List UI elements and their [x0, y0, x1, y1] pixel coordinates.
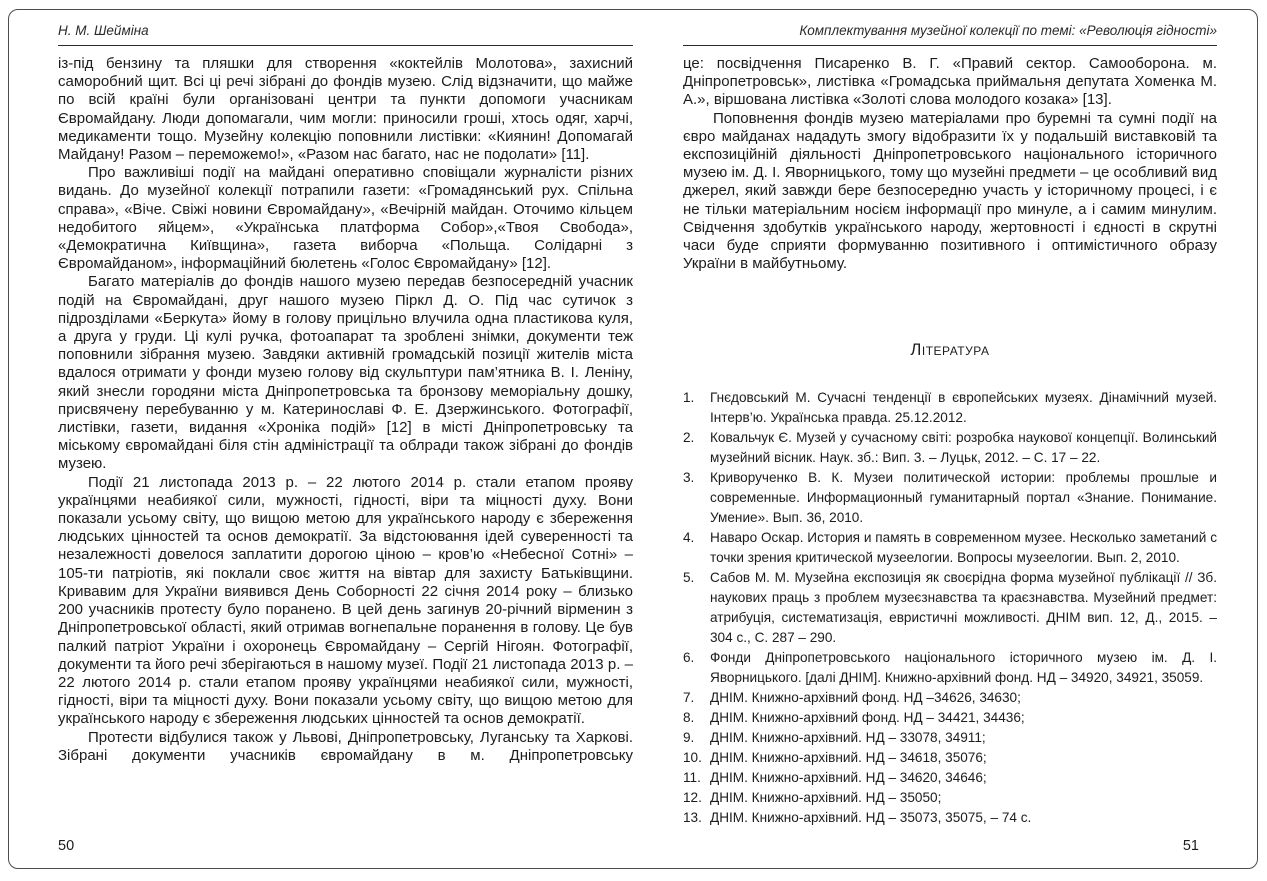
reference-text: Гнєдовський М. Сучасні тенденції в європейських музеях. Дінамічний музей. Інтерв’ю. Українська правда. 25.12.2012.	[710, 390, 1217, 426]
reference-number: 6.	[683, 650, 695, 666]
paragraph: це: посвідчення Писаренко В. Г. «Правий сектор. Самооборона. м. Дніпропетровськ», листівка «Громадська приймальня депутата Хоменка М. А.», віршована листівка «Золоті слова молодого козака» [13].	[683, 55, 1217, 109]
reference-number: 9.	[683, 730, 695, 746]
reference-text: ДНІМ. Книжно-архівний. НД – 33078, 34911;	[710, 730, 986, 746]
paragraph: Поповнення фондів музею матеріалами про буремні та сумні події на євро майданах нададуть змогу відобразити їх у подальшій виставковій та експозиційній діяльності Дніпропетровського національного історичного музею ім. Д. І. Яворницького, тому що музейні предмети – це особливий вид джерел, який завжди бере безпосередню участь у історичному процесі, і є не тільки матеріальним носієм інформації про минуле, а і самим минулим. Свідчення здобутків українського народу, жертовності і єдності в скрутні часи буде сприяти формуванню позитивного і оптимістичного образу України в майбутньому.	[683, 109, 1217, 273]
reference-text: ДНІМ. Книжно-архівний. НД – 35050;	[710, 790, 942, 806]
reference-number: 10.	[683, 750, 702, 766]
references-list	[683, 388, 1217, 828]
reference-item	[683, 528, 1217, 568]
reference-text: ДНІМ. Книжно-архівний. НД – 34620, 34646;	[710, 770, 987, 786]
reference-item	[683, 428, 1217, 468]
running-header-author: Н. М. Шейміна	[58, 23, 633, 46]
reference-text: ДНІМ. Книжно-архівний фонд. НД –34626, 34630;	[710, 690, 1021, 706]
left-page-body	[58, 55, 633, 765]
literature-heading: Література	[910, 341, 990, 360]
reference-number: 2.	[683, 430, 695, 446]
reference-text: ДНІМ. Книжно-архівний. НД – 35073, 35075, – 74 с.	[710, 810, 1032, 826]
reference-item	[683, 748, 1217, 768]
page-number-right: 51	[1182, 838, 1199, 854]
reference-item	[683, 568, 1217, 648]
reference-number: 3.	[683, 470, 695, 486]
reference-number: 11.	[683, 770, 701, 786]
page-number-left: 50	[58, 838, 75, 854]
paragraph: Події 21 листопада 2013 р. – 22 лютого 2014 р. стали етапом прояву українцями неабиякої сили, мужності, гідності, віри та міцності духу. Вони показали усьому світу, що вищою метою для українського народу є збереження людських цінностей та основ демократії. За відстоювання ідей суверенності та незалежності довелося заплатити дорогою ціною – кров’ю «Небесної Сотні» – 105-ти патріотів, які поклали своє життя на вівтар для захисту Батьківщини. Кривавим для України виявився День Соборності 22 січня 2014 року – близько 200 учасників протесту було поранено. В цей день загинув 20-річний вірменин з Дніпропетровської області, який отримав вогнепальне поранення в голову. Це був палкий патріот України і охоронець Євромайдану – Сергій Нігоян. Фотографії, документи та його речі зберігаються в нашому музеї. Події 21 листопада 2013 р. – 22 лютого 2014 р. стали етапом прояву українцями неабиякої сили, мужності, гідності, віри та міцності духу. Вони показали усьому світу, що вищою метою для українського народу є збереження людських цінностей та основ демократії.	[58, 473, 633, 728]
reference-number: 1.	[683, 390, 695, 406]
page-51	[683, 23, 1217, 868]
reference-text: ДНІМ. Книжно-архівний. НД – 34618, 35076;	[710, 750, 987, 766]
reference-text: Ковальчук Є. Музей у сучасному світі: розробка наукової концепції. Волинський музейний вісник. Наук. зб.: Вип. 3. – Луцьк, 2012. – С. 17 – 22.	[710, 430, 1217, 466]
right-page-body	[683, 55, 1217, 828]
reference-item	[683, 728, 1217, 748]
book-spread	[8, 9, 1258, 869]
page-50	[58, 23, 633, 868]
reference-text: Фонди Дніпропетровського національного історичного музею ім. Д. І. Яворницького. [далі ДНІМ]. Книжно-архівний фонд. НД – 34920, 34921, 35059.	[710, 650, 1217, 686]
reference-number: 7.	[683, 690, 695, 706]
reference-item	[683, 708, 1217, 728]
running-header-article-title: Комплектування музейної колекції по темі: «Революція гідності»	[683, 23, 1217, 46]
reference-item	[683, 388, 1217, 428]
reference-number: 5.	[683, 570, 695, 586]
reference-text: Криворученко В. К. Музеи политической истории: проблемы прошлые и современные. Информационный гуманитарный портал «Знание. Понимание. Умение». Вып. 36, 2010.	[710, 470, 1217, 526]
paragraph: Багато матеріалів до фондів нашого музею передав безпосередній учасник подій на Євромайдані, друг нашого музею Піркл Д. О. Під час сутичок з підрозділами «Беркута» йому в голову прицільно влучила одна пластикова куля, а друга у груди. Ці кулі ручка, фотоапарат та зроблені знімки, документи теж поповнили зібрання музею. Завдяки активній громадській позиції жителів міста вдалося отримати у фонди музею голову від скульптури пам’ятника В. І. Леніну, який знесли городяни міста Дніпропетровська та бронзову меморіальну дошку, присвячену перебуванню у м. Катеринославі Ф. Е. Дзержинського. Фотографії, листівки, газети, видання «Хроніка подій» [12] в місті Дніпропетровську та міському євромайдані біля стін адміністрації та облради також зібрані до фондів музею.	[58, 273, 633, 473]
paragraph: із-під бензину та пляшки для створення «коктейлів Молотова», захисний саморобний щит. Всі ці речі зібрані до фондів музею. Слід відзначити, що майже по всій країні були організовані центри та пункти допомоги учасникам Євромайдану. Люди допомагали, чим могли: приносили гроші, хтось одяг, харчі, медикаменти тощо. Музейну колекцію поповнили листівки: «Киянин! Допомагай Майдану! Разом – переможемо!», «Разом нас багато, нас не подолати» [11].	[58, 55, 633, 164]
reference-item	[683, 688, 1217, 708]
reference-text: ДНІМ. Книжно-архівний фонд. НД – 34421, 34436;	[710, 710, 1025, 726]
reference-text: Сабов М. М. Музейна експозиція як своєрідна форма музейної публікації // Зб. наукових праць з проблем музеєзнавства та краєзнавства. Музейний предмет: атрибуція, систематизація, евристичні можливості. ДНІМ вип. 12, Д., 2015. – 304 с., С. 287 – 290.	[710, 570, 1217, 646]
reference-item	[683, 648, 1217, 688]
paragraph: Протести відбулися також у Львові, Дніпропетровську, Луганську та Харкові. Зібрані документи учасників євромайдану в м. Дніпропетровську	[58, 728, 633, 764]
reference-number: 13.	[683, 810, 702, 826]
reference-item	[683, 788, 1217, 808]
reference-item	[683, 808, 1217, 828]
paragraph: Про важливіші події на майдані оперативно сповіщали журналісти різних видань. До музейної колекції потрапили газети: «Громадянський рух. Спільна справа», «Віче. Свіжі новини Євромайдану», «Вечірній майдан. Оточимо кільцем недобитого яйцем», «Українська платформа Собор»,«Твоя Свобода», «Демократична Київщина», газета виборча «Польща. Солідарні з Євромайданом», інформаційний бюлетень «Голос Євромайдану» [12].	[58, 164, 633, 273]
reference-number: 8.	[683, 710, 695, 726]
reference-item	[683, 768, 1217, 788]
reference-number: 4.	[683, 530, 695, 546]
reference-item	[683, 468, 1217, 528]
reference-text: Наваро Оскар. История и память в современном музее. Несколько заметаний с точки зрения критической музеелогии. Вопросы музеелогии. Вып. 2, 2010.	[710, 530, 1217, 566]
reference-number: 12.	[683, 790, 702, 806]
